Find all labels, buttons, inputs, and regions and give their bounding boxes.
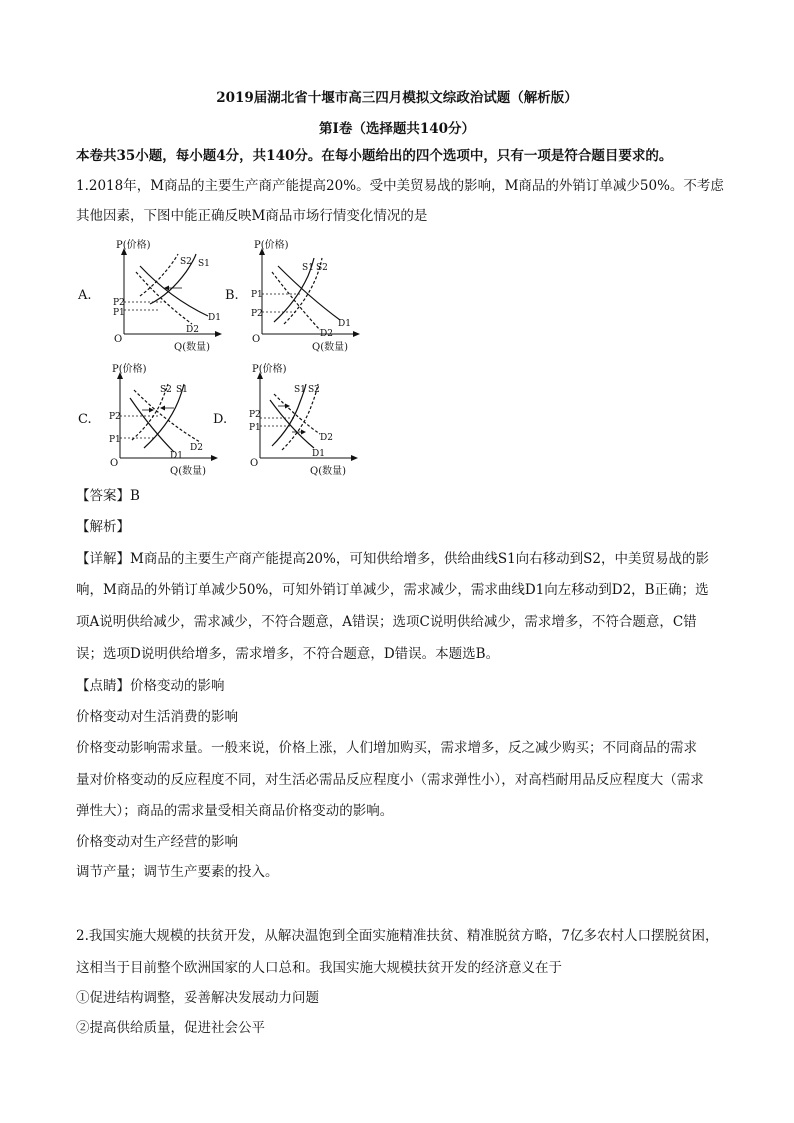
analysis-heading: 【解析】 bbox=[76, 519, 130, 535]
question-2-choice: ①促进结构调整，妥善解决发展动力问题 bbox=[76, 990, 319, 1006]
curve-label: D1 bbox=[312, 449, 325, 459]
x-axis-label: Q(数量) bbox=[170, 466, 207, 477]
tip-line: 弹性大）；商品的需求量受相关商品价格变动的影响。 bbox=[76, 803, 394, 819]
tip-line: 量对价格变动的反应程度不同，对生活必需品反应程度小（需求弹性小），对高档耐用品反应程度大（需求 bbox=[76, 772, 704, 788]
demand-curve-d1 bbox=[140, 266, 208, 316]
detail-line: 项A说明供给减少，需求减少，不符合题意，A错误；选项C说明供给减少，需求增多，不符合题意，C错 bbox=[76, 614, 697, 630]
question-1-stem-line-1: 1.2018年，M商品的主要生产商产能提高20%。受中美贸易战的影响，M商品的外销订单减少50%。不考虑 bbox=[76, 178, 724, 194]
price-label: P1 bbox=[109, 435, 121, 445]
option-a-graph bbox=[100, 236, 230, 356]
price-label: P2 bbox=[249, 410, 261, 420]
curve-label: D1 bbox=[208, 313, 221, 323]
curve-label: D2 bbox=[320, 433, 333, 443]
detail-line: 【详解】M商品的主要生产商产能提高20%，可知供给增多，供给曲线S1向右移动到S2，中美贸易战的影 bbox=[76, 551, 710, 567]
curve-label: S1 bbox=[294, 385, 306, 395]
price-label: P1 bbox=[113, 308, 125, 318]
tip-line: 价格变动对生产经营的影响 bbox=[76, 834, 238, 850]
tip-line: 调节产量；调节生产要素的投入。 bbox=[76, 864, 279, 880]
option-a-label: A. bbox=[78, 288, 92, 303]
price-label: P1 bbox=[249, 423, 261, 433]
origin-label: O bbox=[110, 458, 119, 469]
y-axis-label: P(价格) bbox=[112, 364, 147, 375]
question-2-stem-line-1: 2.我国实施大规模的扶贫开发，从解决温饱到全面实施精准扶贫、精准脱贫方略，7亿多农村人口摆脱贫困， bbox=[76, 928, 719, 944]
curve-label: S1 bbox=[302, 263, 314, 273]
option-c-graph bbox=[96, 360, 226, 480]
option-d-label: D. bbox=[213, 412, 228, 427]
origin-label: O bbox=[252, 334, 261, 345]
tip-line: 价格变动对生活消费的影响 bbox=[76, 709, 238, 725]
x-axis-label: Q(数量) bbox=[312, 342, 349, 353]
origin-label: O bbox=[114, 334, 123, 345]
document-title: 2019届湖北省十堰市高三四月模拟文综政治试题（解析版） bbox=[216, 90, 578, 106]
question-2-stem-line-2: 这相当于目前整个欧洲国家的人口总和。我国实施大规模扶贫开发的经济意义在于 bbox=[76, 960, 562, 976]
curve-label: D2 bbox=[186, 325, 199, 335]
price-label: P2 bbox=[109, 412, 121, 422]
origin-label: O bbox=[250, 458, 259, 469]
curve-label: S2 bbox=[308, 385, 320, 395]
y-axis-label: P(价格) bbox=[254, 240, 289, 251]
curve-label: S1 bbox=[176, 385, 188, 395]
section-title: 第Ⅰ卷（选择题共140分） bbox=[319, 121, 475, 137]
price-label: P2 bbox=[251, 309, 263, 319]
option-c-label: C. bbox=[78, 412, 92, 427]
section-instructions: 本卷共35小题，每小题4分，共140分。在每小题给出的四个选项中，只有一项是符合题目要求的。 bbox=[76, 148, 673, 164]
supply-curve-s2 bbox=[140, 254, 178, 296]
curve-label: S2 bbox=[180, 257, 192, 267]
option-d-graph bbox=[236, 360, 366, 480]
x-axis-label: Q(数量) bbox=[174, 342, 211, 353]
demand-curve-d1 bbox=[130, 398, 174, 452]
question-2-choice: ②提高供给质量，促进社会公平 bbox=[76, 1020, 265, 1036]
demand-curve-d2 bbox=[134, 390, 200, 442]
curve-label: D2 bbox=[320, 329, 333, 339]
answer-line: 【答案】B bbox=[76, 488, 140, 504]
x-axis-label: Q(数量) bbox=[310, 466, 347, 477]
curve-label: S1 bbox=[198, 259, 210, 269]
option-b-label: B. bbox=[225, 288, 239, 303]
curve-label: D2 bbox=[190, 443, 203, 453]
tip-heading: 【点睛】价格变动的影响 bbox=[76, 678, 225, 694]
curve-label: D1 bbox=[338, 319, 351, 329]
price-label: P2 bbox=[113, 298, 125, 308]
demand-curve-d2 bbox=[136, 272, 192, 324]
curve-label: D1 bbox=[170, 451, 183, 461]
tip-line: 价格变动影响需求量。一般来说，价格上涨，人们增加购买，需求增多，反之减少购买；不同商品的需求 bbox=[76, 740, 697, 756]
y-axis-label: P(价格) bbox=[252, 364, 287, 375]
curve-label: S2 bbox=[316, 263, 328, 273]
detail-line: 误；选项D说明供给增多，需求增多，不符合题意，D错误。本题选B。 bbox=[76, 646, 500, 662]
price-label: P1 bbox=[251, 290, 263, 300]
detail-line: 响，M商品的外销订单减少50%，可知外销订单减少，需求减少，需求曲线D1向左移动到D2，B正确；选 bbox=[76, 582, 709, 598]
question-1-stem-line-2: 其他因素，下图中能正确反映M商品市场行情变化情况的是 bbox=[76, 208, 428, 224]
y-axis-label: P(价格) bbox=[116, 240, 151, 251]
demand-curve-d2 bbox=[272, 272, 320, 330]
curve-label: S2 bbox=[160, 385, 172, 395]
option-b-graph bbox=[238, 236, 368, 356]
